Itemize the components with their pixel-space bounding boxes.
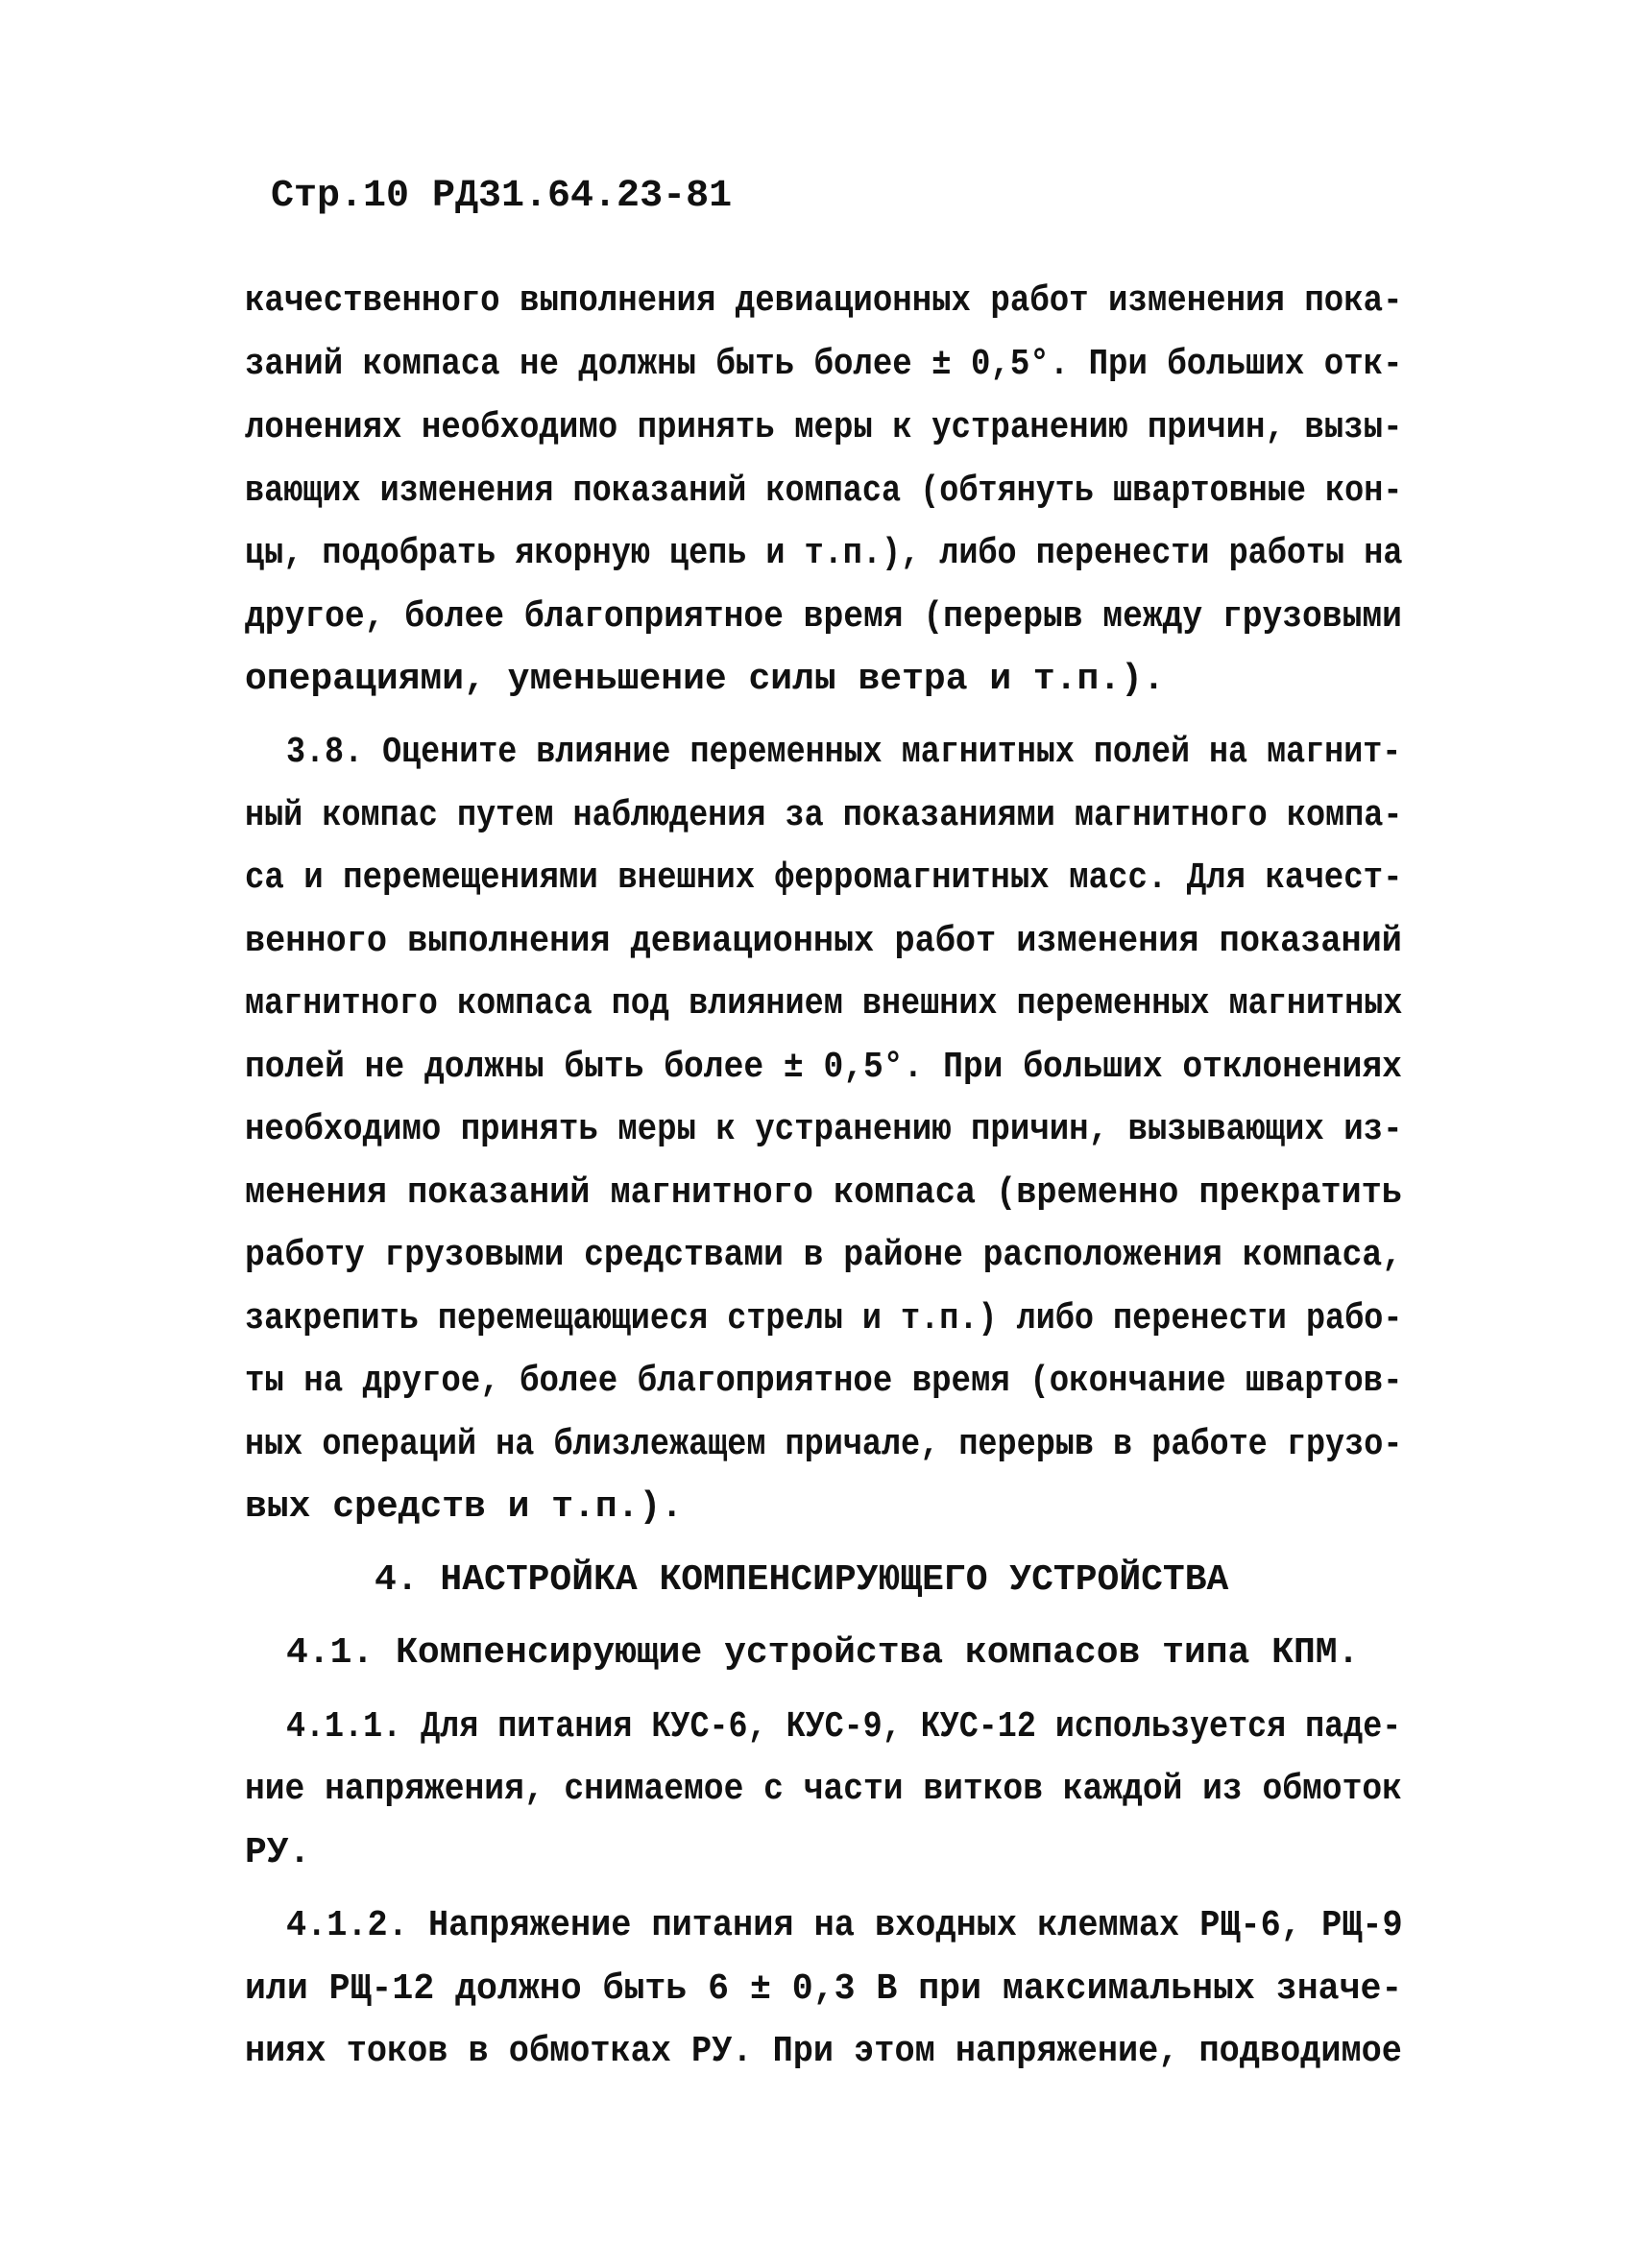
text-line: ных операций на близлежащем причале, перерыв в работе грузо- [245, 1424, 1403, 1465]
text-line: вающих изменения показаний компаса (обтянуть швартовные кон- [245, 470, 1403, 512]
text-line: ный компас путем наблюдения за показаниями магнитного компа- [245, 795, 1403, 836]
text-line: лонениях необходимо принять меры к устранению причин, вызы- [245, 407, 1403, 448]
text-line: или РЩ-12 должно быть 6 ± 0,3 В при максимальных значе- [245, 1968, 1403, 2010]
text-line: другое, более благоприятное время (перерыв между грузовыми [245, 596, 1402, 638]
text-line: венного выполнения девиационных работ изменения показаний [245, 921, 1402, 962]
text-line: 4.1. Компенсирующие устройства компасов типа КПМ. [286, 1632, 1360, 1674]
text-line: 4.1.2. Напряжение питания на входных клеммах РЩ-6, РЩ-9 [286, 1905, 1403, 1946]
text-line: операциями, уменьшение силы ветра и т.п.). [245, 659, 1165, 700]
text-line: ниях токов в обмотках РУ. При этом напряжение, подводимое [245, 2031, 1402, 2072]
text-line: работу грузовыми средствами в районе расположения компаса, [245, 1235, 1402, 1276]
page-header: Стр.10 РД31.64.23-81 [271, 175, 733, 218]
text-line: 4.1.1. Для питания КУС-6, КУС-9, КУС-12 используется паде- [286, 1706, 1402, 1748]
text-line: полей не должны быть более ± 0,5°. При больших отклонениях [245, 1047, 1402, 1088]
text-line: цы, подобрать якорную цепь и т.п.), либо перенести работы на [245, 533, 1403, 574]
text-line: ние напряжения, снимаемое с части витков каждой из обмоток [245, 1769, 1402, 1810]
text-line: 3.8. Оцените влияние переменных магнитных полей на магнит- [286, 732, 1402, 773]
text-line: РУ. [245, 1832, 311, 1873]
text-line: вых средств и т.п.). [245, 1486, 684, 1528]
text-line: заний компаса не должны быть более ± 0,5°. При больших отк- [245, 344, 1403, 385]
text-line: ты на другое, более благоприятное время (окончание швартов- [245, 1361, 1403, 1402]
text-line: закрепить перемещающиеся стрелы и т.п.) либо перенести рабо- [245, 1298, 1403, 1339]
text-line: качественного выполнения девиационных работ изменения пока- [245, 280, 1403, 322]
text-line: магнитного компаса под влиянием внешних переменных магнитных [245, 983, 1403, 1025]
text-line: менения показаний магнитного компаса (временно прекратить [245, 1172, 1402, 1214]
text-line: необходимо принять меры к устранению причин, вызывающих из- [245, 1109, 1403, 1150]
section-heading: 4. НАСТРОЙКА КОМПЕНСИРУЮЩЕГО УСТРОЙСТВА [375, 1559, 1229, 1601]
text-line: са и перемещениями внешних ферромагнитных масс. Для качест- [245, 857, 1403, 899]
